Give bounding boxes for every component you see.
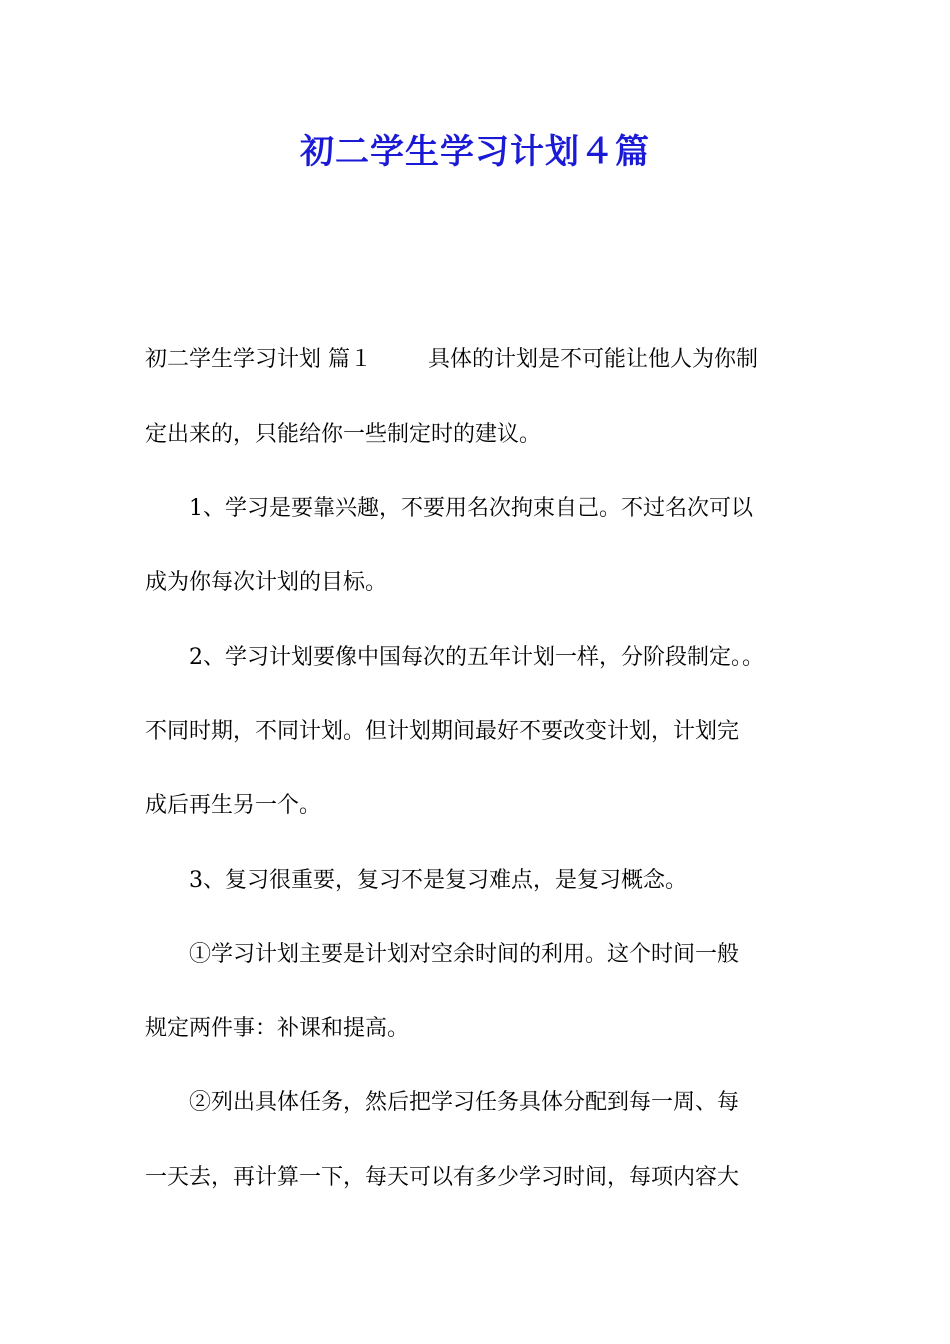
paragraph-line-1 <box>145 340 815 380</box>
paragraph-line-6: 不同时期，不同计划。但计划期间最好不要改变计划，计划完 <box>145 719 740 744</box>
section-intro-text: 具体的计划是不可能让他人为你制 <box>428 347 759 372</box>
paragraph-line-5: 2、学习计划要像中国每次的五年计划一样，分阶段制定。。 <box>189 645 764 670</box>
paragraph-line-10: 规定两件事：补课和提高。 <box>145 1016 410 1041</box>
paragraph-line-11: ②列出具体任务，然后把学习任务具体分配到每一周、每 <box>189 1090 740 1115</box>
document-title: 初二学生学习计划４篇 <box>300 132 650 172</box>
paragraph-line-9: ①学习计划主要是计划对空余时间的利用。这个时间一般 <box>189 942 740 967</box>
paragraph-line-4: 成为你每次计划的目标。 <box>145 570 388 595</box>
paragraph-line-3: 1、学习是要靠兴趣，不要用名次拘束自己。不过名次可以 <box>189 496 753 521</box>
section-label: 初二学生学习计划 篇１ <box>145 347 372 372</box>
paragraph-line-12: 一天去，再计算一下，每天可以有多少学习时间，每项内容大 <box>145 1165 740 1190</box>
paragraph-line-2: 定出来的，只能给你一些制定时的建议。 <box>145 422 542 447</box>
paragraph-line-8: 3、复习很重要，复习不是复习难点，是复习概念。 <box>189 868 687 893</box>
paragraph-line-7: 成后再生另一个。 <box>145 793 322 818</box>
